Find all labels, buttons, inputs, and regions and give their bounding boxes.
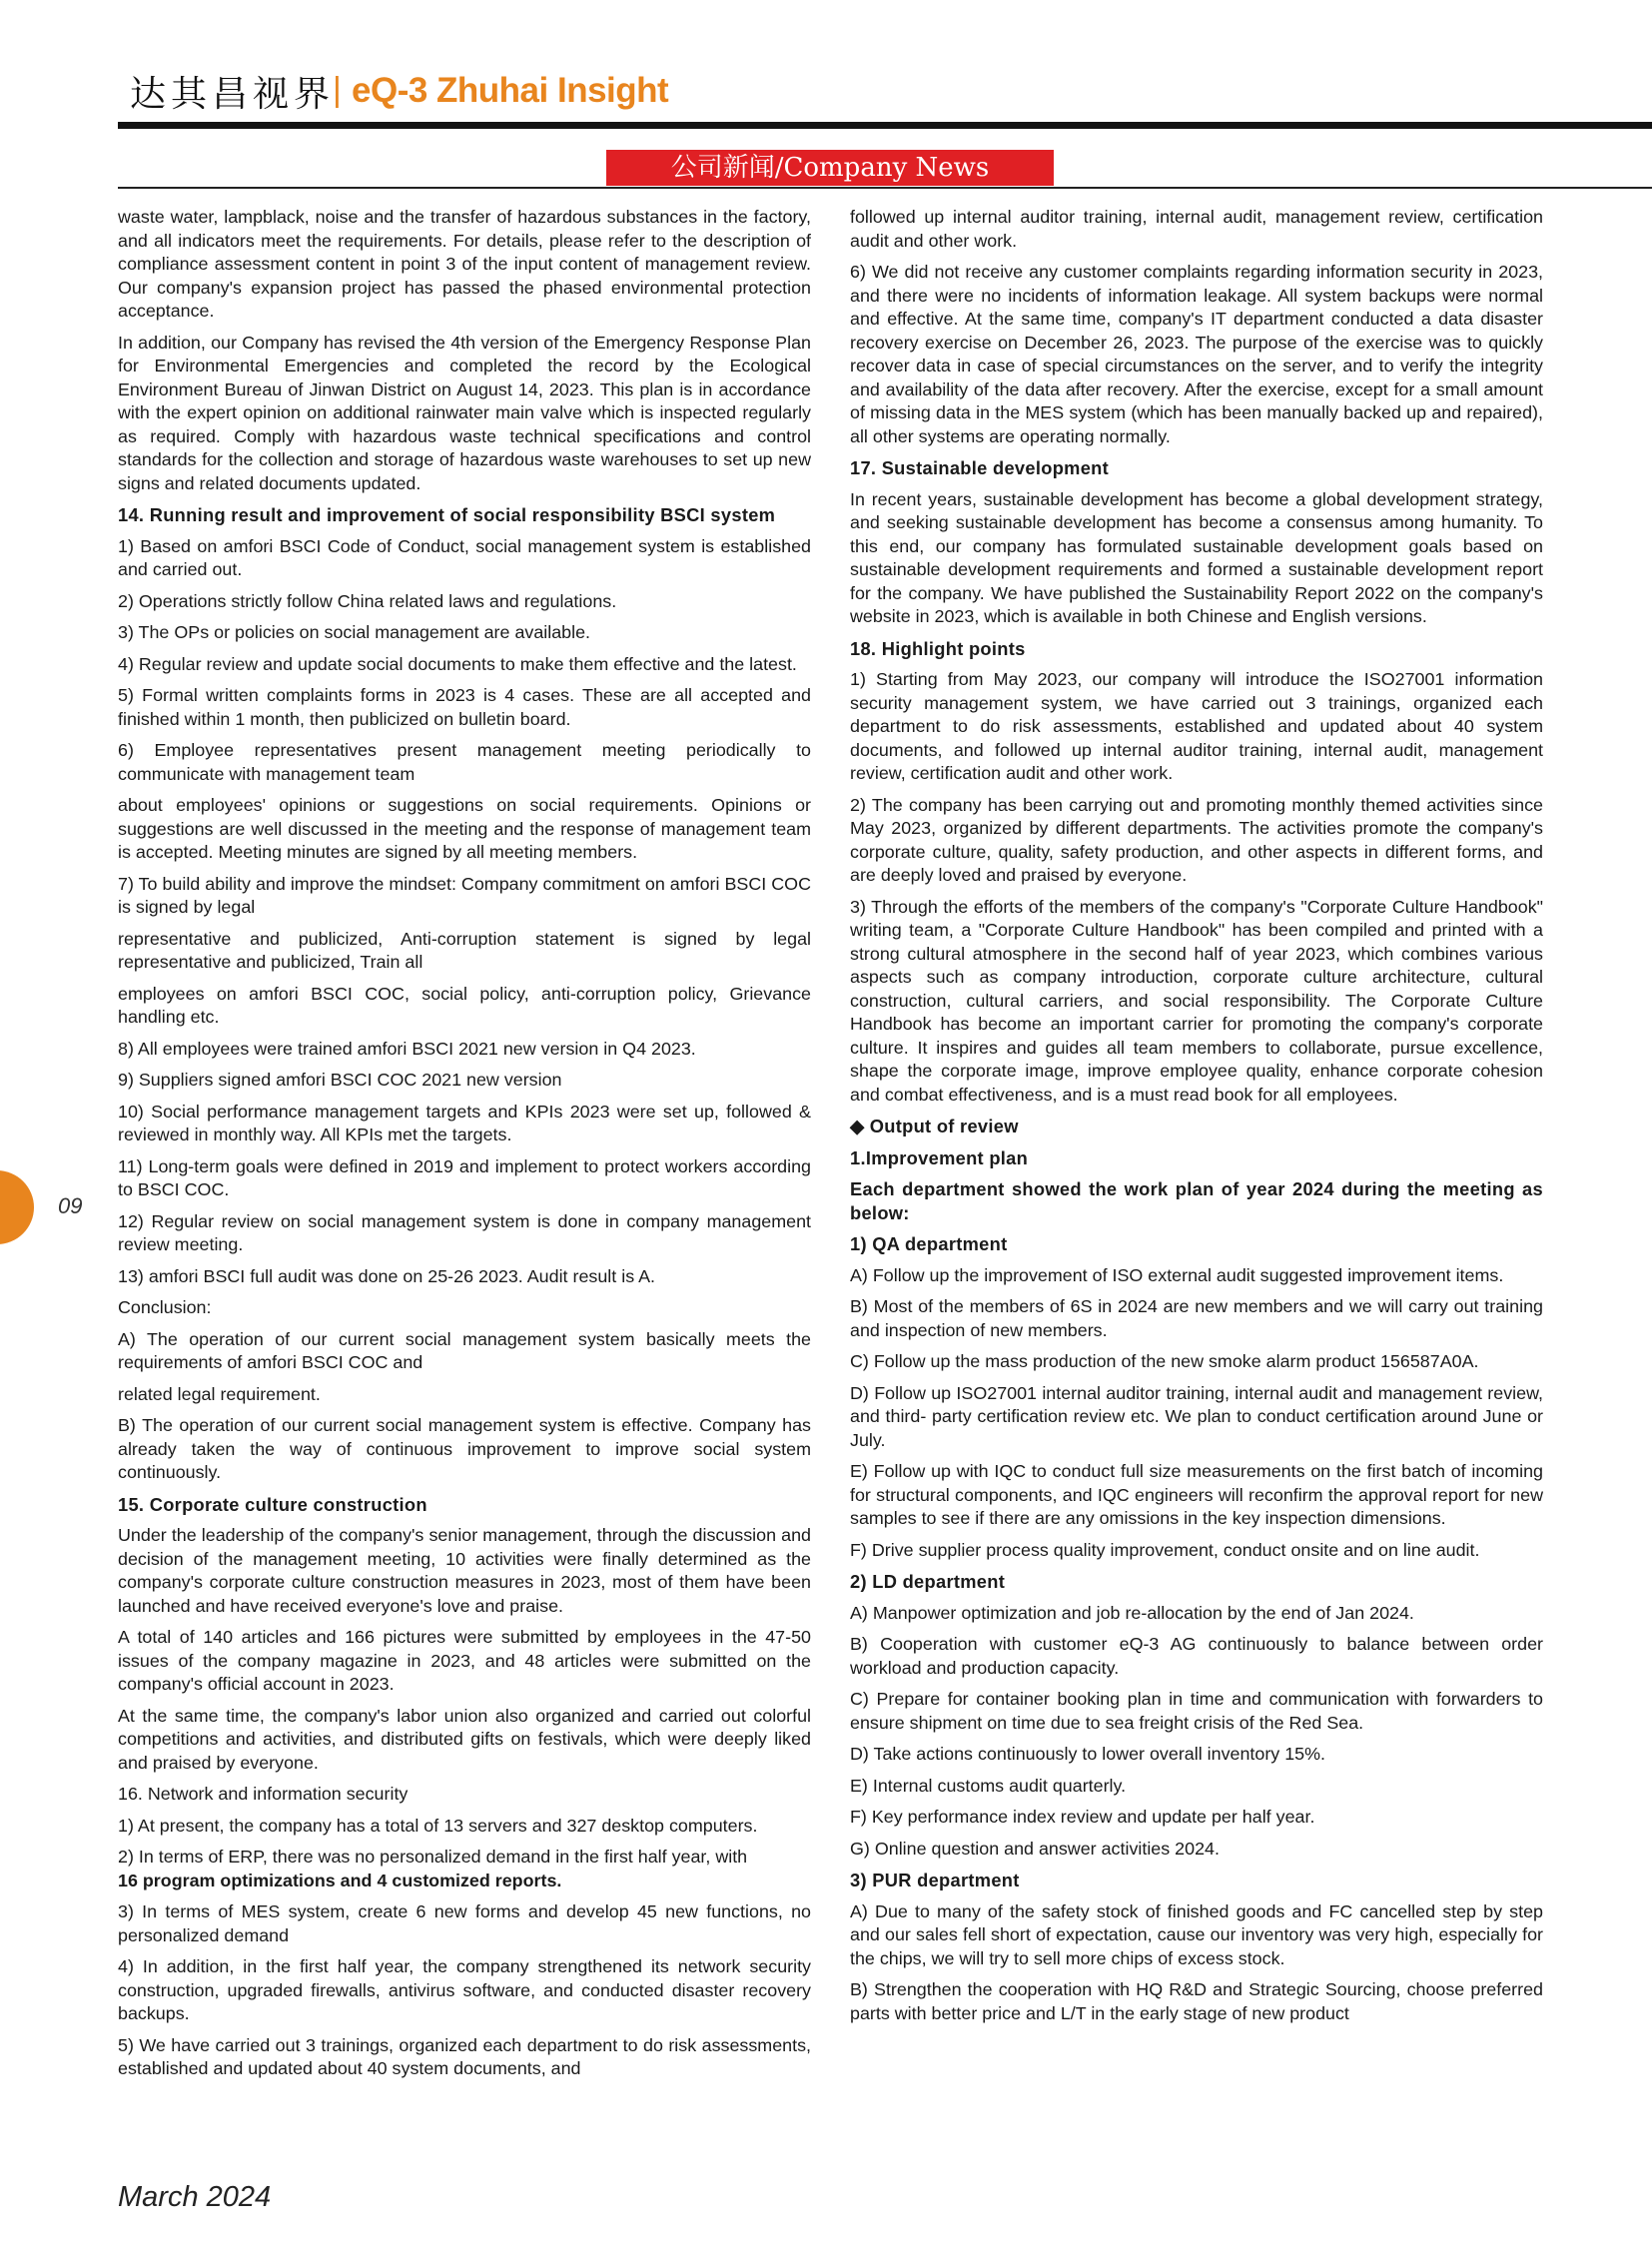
list-item: 8) All employees were trained amfori BSCI 2021 new version in Q4 2023. [118,1038,696,1059]
list-item: employees on amfori BSCI COC, social policy, anti-corruption policy, Grievance handling etc. [118,983,811,1027]
list-item: about employees' opinions or suggestions on social requirements. Opinions or suggestions are well discussed in the meeting and the response of management team is accepted. Meeting minutes are signed by all meeting members. [118,795,811,862]
list-item-text: 2) In terms of ERP, there was no personalized demand in the first half year, with [118,1847,748,1867]
list-item: B) The operation of our current social management system is effective. Company has already taken the way of continuous improvement to improve social system continuously. [118,1415,811,1482]
list-item: 3) In terms of MES system, create 6 new forms and develop 45 new functions, no personalized demand [118,1901,811,1945]
list-item: 1) Starting from May 2023, our company will introduce the ISO27001 information security management system, we have carried out 3 trainings, organized each department to do risk assessments, established and updated about 40 system documents, and followed up internal auditor training, internal audit, management review, certification audit and other work. [850,669,1543,783]
list-item: 2) Operations strictly follow China related laws and regulations. [118,590,617,611]
footer-date: March 2024 [118,2181,272,2213]
section-heading-16: 16. Network and information security [118,1784,409,1804]
list-item: 2) The company has been carrying out and promoting monthly themed activities since May 2023, organized by different departments. The activities promote the company's corporate culture, quality, safety production, and other aspects in different forms, and are deeply loved and praised by everyone. [850,794,1543,885]
dept-intro: Each department showed the work plan of year 2024 during the meeting as below: [850,1178,1543,1223]
list-item: F) Key performance index review and update per half year. [850,1807,1315,1827]
list-item: A) The operation of our current social management system basically meets the requirements of amfori BSCI COC and [118,1328,811,1372]
list-item: 10) Social performance management targets and KPIs 2023 were set up, followed & reviewed in monthly way. All KPIs met the targets. [118,1101,811,1144]
paragraph: waste water, lampblack, noise and the transfer of hazardous substances in the factory, and all indicators meet the requirements. For details, please refer to the description of compliance assessment content in point 3 of the input content of management review. Our company's expansion project has passed the phased environmental protection acceptance. [118,207,811,321]
paragraph: In addition, our Company has revised the 4th version of the Emergency Response Plan for Environmental Emergencies and completed the record by the Ecological Environment Bureau of Jinwan District on August 14, 2023. This plan is in accordance with the expert opinion on additional rainwater main valve which is inspected regularly as required. Comply with hazardous waste technical specifications and control standards for the collection and storage of hazardous waste warehouses to set up new signs and related documents updated. [118,332,811,493]
list-item [118,1846,811,1892]
list-item: E) Internal customs audit quarterly. [850,1775,1127,1796]
list-item: C) Follow up the mass production of the new smoke alarm product 156587A0A. [850,1351,1479,1371]
list-item: F) Drive supplier process quality improvement, conduct onsite and on line audit. [850,1539,1480,1560]
list-item: representative and publicized, Anti-corruption statement is signed by legal representative and publicized, Train all [118,928,811,972]
list-item: 1) Based on amfori BSCI Code of Conduct, social management system is established and carried out. [118,535,811,579]
title-separator: | [333,71,342,109]
list-item: 9) Suppliers signed amfori BSCI COC 2021 new version [118,1070,562,1090]
paragraph: Under the leadership of the company's senior management, through the discussion and decision of the management meeting, 10 activities were finally determined as the company's corporate culture construction measures in 2023, most of them have been launched and have received everyone's love and praise. [118,1525,811,1616]
page-number-tab [0,1170,34,1244]
paragraph: At the same time, the company's labor union also organized and carried out colorful competitions and activities, and distributed gifts on festivals, which were deeply liked and praised by everyone. [118,1705,811,1773]
output-heading: ◆ Output of review [850,1116,1019,1136]
section-heading-18: 18. Highlight points [850,637,1026,659]
section-heading-14: 14. Running result and improvement of social responsibility BSCI system [118,504,776,525]
list-item: C) Prepare for container booking plan in time and communication with forwarders to ensure shipment on time due to sea freight crisis of the Red Sea. [850,1689,1543,1733]
list-item: D) Take actions continuously to lower overall inventory 15%. [850,1744,1325,1764]
header-rule [118,122,1652,129]
section-heading-15: 15. Corporate culture construction [118,1493,427,1515]
ld-heading: 2) LD department [850,1571,1006,1592]
list-item: B) Most of the members of 6S in 2024 are new members and we will carry out training and inspection of new members. [850,1296,1543,1340]
list-item: D) Follow up ISO27001 internal auditor training, internal audit and management review, and third- party certification review etc. We plan to conduct certification around June or July. [850,1382,1543,1450]
list-item: A) Due to many of the safety stock of finished goods and FC cancelled step by step and our sales fell short of expectation, cause our inventory was very high, especially for the chips, we will try to sell more chips of excess stock. [850,1900,1543,1968]
list-item: 4) In addition, in the first half year, the company strengthened its network security construction, upgraded firewalls, antivirus software, and conducted disaster recovery backups. [118,1956,811,2023]
paragraph: followed up internal auditor training, internal audit, management review, certification audit and other work. [850,207,1543,251]
list-item: A) Follow up the improvement of ISO external audit suggested improvement items. [850,1264,1504,1285]
right-column [850,206,1543,2033]
paragraph: A total of 140 articles and 166 pictures were submitted by employees in the 47-50 issues of the company magazine in 2023, and 48 articles were submitted on the company's official account in 2023. [118,1627,811,1694]
page-number: 09 [58,1193,83,1218]
list-item: A) Manpower optimization and job re-allocation by the end of Jan 2024. [850,1602,1414,1623]
list-item: 6) We did not receive any customer complaints regarding information security in 2023, and there were no incidents of information leakage. All system backups were normal and effective. At the same time, company's IT department conducted a data disaster recovery exercise on December 26, 2023. The purpose of the exercise was to quickly recover data in case of special circumstances on the server, and to verify the integrity and availability of the data after recovery. After the exercise, except for a small amount of missing data in the MES system (which has been manually backed up and repaired), all other systems are operating normally. [850,262,1543,446]
list-item: E) Follow up with IQC to conduct full size measurements on the first batch of incoming for structural components, and IQC engineers will reconfirm the approval report for new samples to see if there are any omissions in the key inspection dimensions. [850,1461,1543,1528]
improvement-plan-heading: 1.Improvement plan [850,1146,1029,1168]
list-item: B) Strengthen the cooperation with HQ R&D and Strategic Sourcing, choose preferred parts with better price and L/T in the early stage of new product [850,1979,1543,2023]
pur-heading: 3) PUR department [850,1870,1020,1890]
list-item: 1) At present, the company has a total of 13 servers and 327 desktop computers. [118,1815,758,1836]
list-item: 5) Formal written complaints forms in 2023 is 4 cases. These are all accepted and finished within 1 month, then publicized on bulletin board. [118,685,811,729]
section-banner: 公司新闻/Company News [606,150,1054,186]
section-rule [118,187,1652,189]
left-column [118,206,811,2089]
magazine-title-cn: 达其昌视界 [130,74,336,115]
section-heading-17: 17. Sustainable development [850,457,1110,478]
list-item: G) Online question and answer activities 2024. [850,1838,1220,1859]
list-item: 3) The OPs or policies on social management are available. [118,622,591,642]
conclusion-label: Conclusion: [118,1297,212,1317]
list-item: 4) Regular review and update social documents to make them effective and the latest. [118,653,797,674]
qa-heading: 1) QA department [850,1233,1008,1254]
list-item: 11) Long-term goals were defined in 2019 and implement to protect workers according to BSCI COC. [118,1155,811,1199]
list-item: B) Cooperation with customer eQ-3 AG continuously to balance between order workload and production capacity. [850,1634,1543,1678]
list-item: 13) amfori BSCI full audit was done on 25-26 2023. Audit result is A. [118,1265,656,1286]
list-item: 12) Regular review on social management system is done in company management review meeting. [118,1210,811,1254]
list-item: 6) Employee representatives present management meeting periodically to communicate with management team [118,740,811,784]
list-item: 7) To build ability and improve the mindset: Company commitment on amfori BSCI COC is signed by legal [118,873,811,917]
magazine-title-en: eQ-3 Zhuhai Insight [352,71,669,110]
list-item: related legal requirement. [118,1383,321,1404]
list-item: 5) We have carried out 3 trainings, organized each department to do risk assessments, established and updated about 40 system documents, and [118,2034,811,2078]
list-item: 3) Through the efforts of the members of the company's "Corporate Culture Handbook" writing team, a "Corporate Culture Handbook" has been compiled and printed with a strong cultural atmosphere in the second half of year 2023, which combines various aspects such as company introduction, corporate culture architecture, cultural construction, cultural carriers, and social responsibility. The Corporate Culture Handbook has become an important carrier for promoting the company's corporate culture. It inspires and guides all team members to collaborate, pursue excellence, shape the corporate image, improve employee quality, enhance corporate cohesion and combat effectiveness, and is a must read book for all employees. [850,896,1543,1105]
paragraph: In recent years, sustainable development has become a global development strategy, and seeking sustainable development has become a consensus among humanity. To this end, our company has formulated sustainable development goals based on sustainable development requirements and formed a sustainable development report for the company. We have published the Sustainability Report 2022 on the company's website in 2023, which is available in both Chinese and English versions. [850,488,1543,626]
list-item-bold-text: 16 program optimizations and 4 customized reports. [118,1870,562,1890]
